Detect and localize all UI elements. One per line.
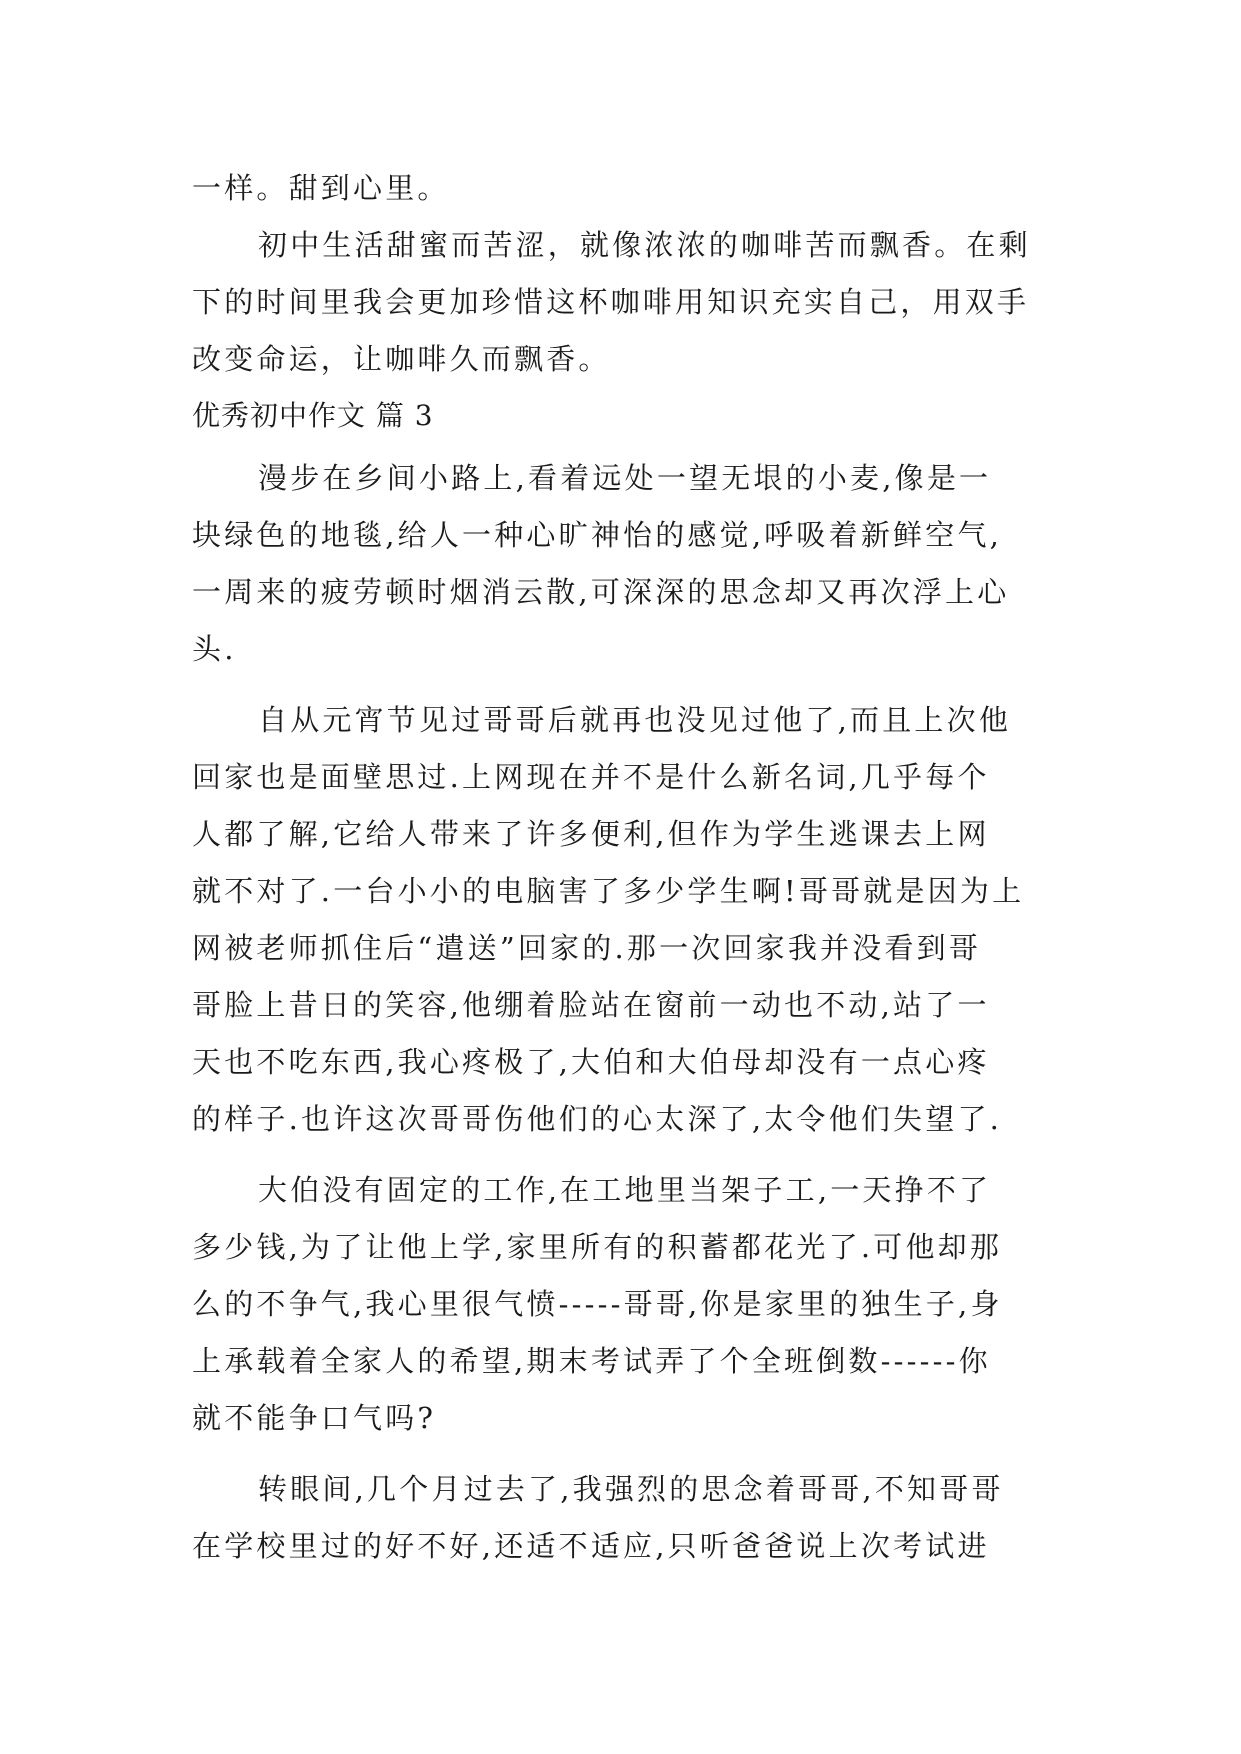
paragraph-brother bbox=[192, 692, 1052, 1148]
text-line: 在学校里过的好不好,还适不适应,只听爸爸说上次考试进 bbox=[192, 1529, 990, 1563]
paragraph-gap bbox=[192, 1148, 1052, 1162]
paragraph-gap bbox=[192, 678, 1052, 692]
text-line: 的样子.也许这次哥哥伤他们的心太深了,太令他们失望了. bbox=[192, 1102, 1003, 1136]
text-line: 初中生活甜蜜而苦涩，就像浓浓的咖啡苦而飘香。在剩 bbox=[258, 228, 1031, 262]
text-line: 一周来的疲劳顿时烟消云散,可深深的思念却又再次浮上心 bbox=[192, 575, 1010, 609]
paragraph-walk bbox=[192, 450, 1052, 678]
text-line: 块绿色的地毯,给人一种心旷神怡的感觉,呼吸着新鲜空气, bbox=[192, 518, 1003, 552]
paragraph-gap bbox=[192, 1447, 1052, 1461]
text-line: 漫步在乡间小路上,看着远处一望无垠的小麦,像是一 bbox=[258, 461, 992, 495]
text-line: 改变命运，让咖啡久而飘香。 bbox=[192, 342, 611, 376]
text-line: 网被老师抓住后“遣送”回家的.那一次回家我并没看到哥 bbox=[192, 931, 982, 965]
text-line: 天也不吃东西,我心疼极了,大伯和大伯母却没有一点心疼 bbox=[192, 1045, 990, 1079]
document-body bbox=[192, 160, 1052, 1575]
text-line: 上承载着全家人的希望,期末考试弄了个全班倒数------你 bbox=[192, 1344, 991, 1378]
paragraph-intro-end bbox=[192, 160, 1052, 217]
text-line: 就不对了.一台小小的电脑害了多少学生啊!哥哥就是因为上 bbox=[192, 874, 1025, 908]
text-line: 多少钱,为了让他上学,家里所有的积蓄都花光了.可他却那 bbox=[192, 1230, 1003, 1264]
text-line: 大伯没有固定的工作,在工地里当架子工,一天挣不了 bbox=[258, 1173, 992, 1207]
text-line: 人都了解,它给人带来了许多便利,但作为学生逃课去上网 bbox=[192, 817, 990, 851]
paragraph-uncle bbox=[192, 1162, 1052, 1447]
text-line: 回家也是面壁思过.上网现在并不是什么新名词,几乎每个 bbox=[192, 760, 990, 794]
paragraph-coffee bbox=[192, 217, 1052, 388]
text-line: 转眼间,几个月过去了,我强烈的思念着哥哥,不知哥哥 bbox=[258, 1472, 1004, 1506]
text-line: 下的时间里我会更加珍惜这杯咖啡用知识充实自己，用双手 bbox=[192, 285, 1030, 319]
text-line: 头. bbox=[192, 632, 237, 666]
text-line: 自从元宵节见过哥哥后就再也没见过他了,而且上次他 bbox=[258, 703, 1012, 737]
text-line: 哥脸上昔日的笑容,他绷着脸站在窗前一动也不动,站了一 bbox=[192, 988, 990, 1022]
text-line: 一样。甜到心里。 bbox=[192, 171, 450, 205]
text-line: 么的不争气,我心里很气愤-----哥哥,你是家里的独生子,身 bbox=[192, 1287, 1003, 1321]
paragraph-months bbox=[192, 1461, 1052, 1575]
text-line: 就不能争口气吗? bbox=[192, 1401, 437, 1435]
section-heading: 优秀初中作文 篇 3 bbox=[192, 399, 434, 432]
